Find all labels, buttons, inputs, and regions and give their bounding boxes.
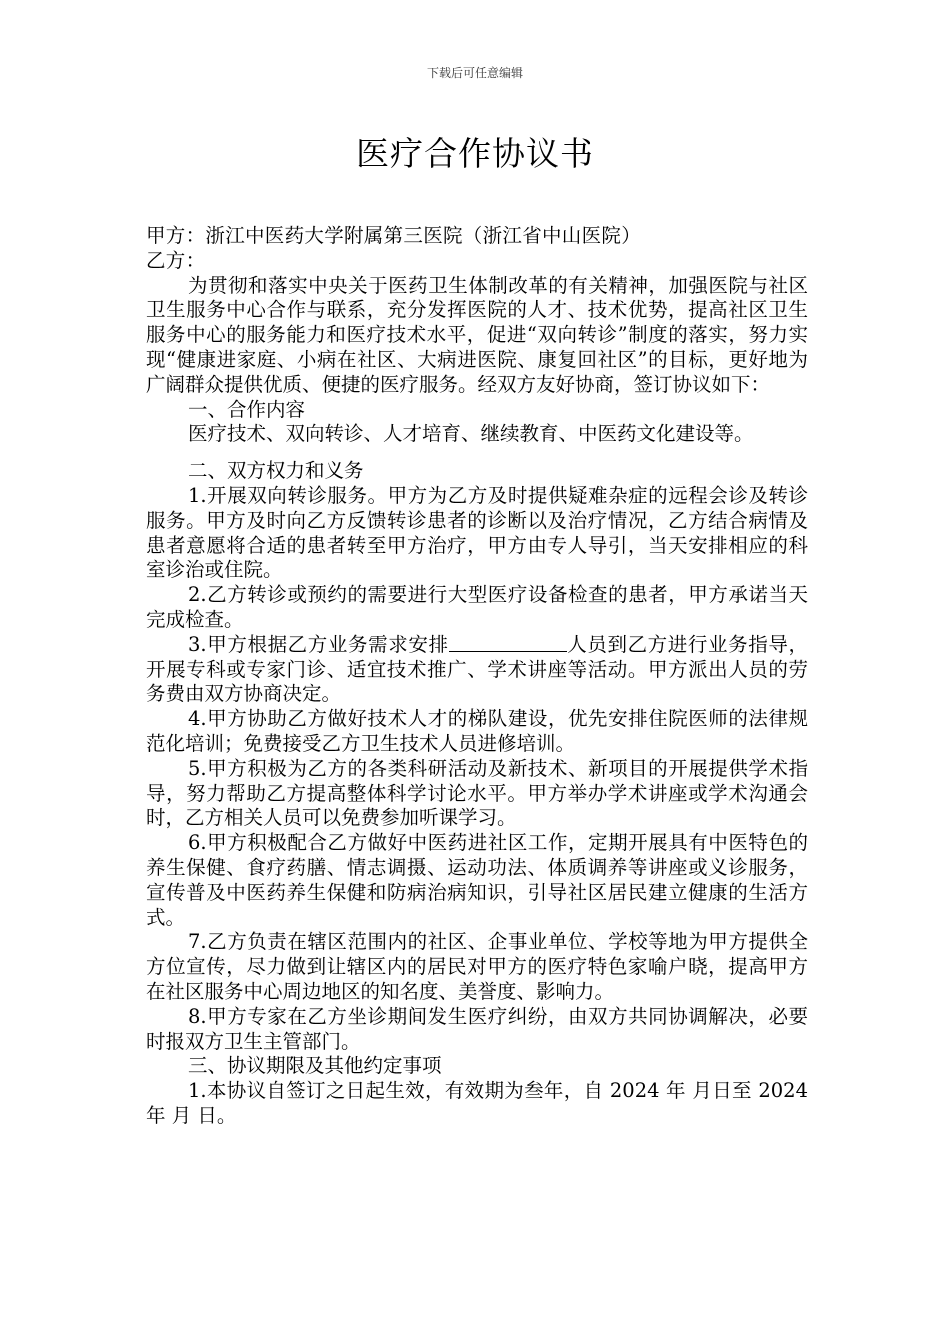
intro-paragraph: 为贯彻和落实中央关于医药卫生体制改革的有关精神，加强医院与社区卫生服务中心合作与联系，充分发挥医院的人才、技术优势，提高社区卫生服务中心的服务能力和医疗技术水平，促进“双向转诊”制度的落实，努力实现“健康进家庭、小病在社区、大病进医院、康复回社区”的目标，更好地为广阔群众提供优质、便捷的医疗服务。经双方友好协商，签订协议如下： bbox=[146, 273, 808, 396]
clause-2-1: 1.开展双向转诊服务。甲方为乙方及时提供疑难杂症的远程会诊及转诊服务。甲方及时向乙方反馈转诊患者的诊断以及治疗情况，乙方结合病情及患者意愿将合适的患者转至甲方治疗，甲方由专人导引，当天安排相应的科室诊治或住院。 bbox=[146, 483, 808, 582]
clause-2-3 bbox=[146, 633, 808, 707]
document-title: 医疗合作协议书 bbox=[356, 134, 594, 173]
clause-2-5: 5.甲方积极为乙方的各类科研活动及新技术、新项目的开展提供学术指导，努力帮助乙方提高整体科学讨论水平。甲方举办学术讲座或学术沟通会时，乙方相关人员可以免费参加听课学习。 bbox=[146, 756, 808, 830]
section-1-text: 医疗技术、双向转诊、人才培育、继续教育、中医药文化建设等。 bbox=[188, 422, 754, 446]
document-body bbox=[146, 224, 808, 1129]
section-2-heading: 二、双方权力和义务 bbox=[188, 459, 364, 483]
clause-3-1: 1.本协议自签订之日起生效，有效期为叁年，自 2024 年 月日至 2024 年 月 日。 bbox=[146, 1079, 808, 1127]
clause-2-6: 6.甲方积极配合乙方做好中医药进社区工作，定期开展具有中医特色的养生保健、食疗药膳、情志调摄、运动功法、体质调养等讲座或义诊服务，宣传普及中医药养生保健和防病治病知识，引导社区居民建立健康的生活方式。 bbox=[146, 831, 808, 929]
personnel-blank-line bbox=[449, 633, 567, 652]
clause-2-7: 7.乙方负责在辖区范围内的社区、企事业单位、学校等地为甲方提供全方位宣传，尽力做到让辖区内的居民对甲方的医疗特色家喻户晓，提高甲方在社区服务中心周边地区的知名度、美誉度、影响力。 bbox=[146, 930, 808, 1003]
clause-2-4: 4.甲方协助乙方做好技术人才的梯队建设，优先安排住院医师的法律规范化培训；免费接受乙方卫生技术人员进修培训。 bbox=[146, 707, 808, 755]
clause-2-8: 8.甲方专家在乙方坐诊期间发生医疗纠纷，由双方共同协调解决，必要时报双方卫生主管部门。 bbox=[146, 1004, 808, 1053]
clause-2-3-after: 人员到乙方进行业务指导，开展专科或专家门诊、适宜技术推广、学术讲座等活动。甲方派出人员的劳务费由双方协商决定。 bbox=[146, 632, 808, 706]
section-1-heading: 一、合作内容 bbox=[188, 397, 306, 421]
section-3-heading: 三、协议期限及其他约定事项 bbox=[188, 1054, 442, 1078]
clause-2-2: 2.乙方转诊或预约的需要进行大型医疗设备检查的患者，甲方承诺当天完成检查。 bbox=[146, 583, 808, 631]
party-b-line: 乙方： bbox=[146, 248, 206, 272]
header-note: 下载后可任意编辑 bbox=[426, 66, 523, 80]
party-a-line: 甲方：浙江中医药大学附属第三医院（浙江省中山医院） bbox=[146, 224, 642, 247]
clause-2-3-before: 3.甲方根据乙方业务需求安排 bbox=[188, 632, 449, 656]
